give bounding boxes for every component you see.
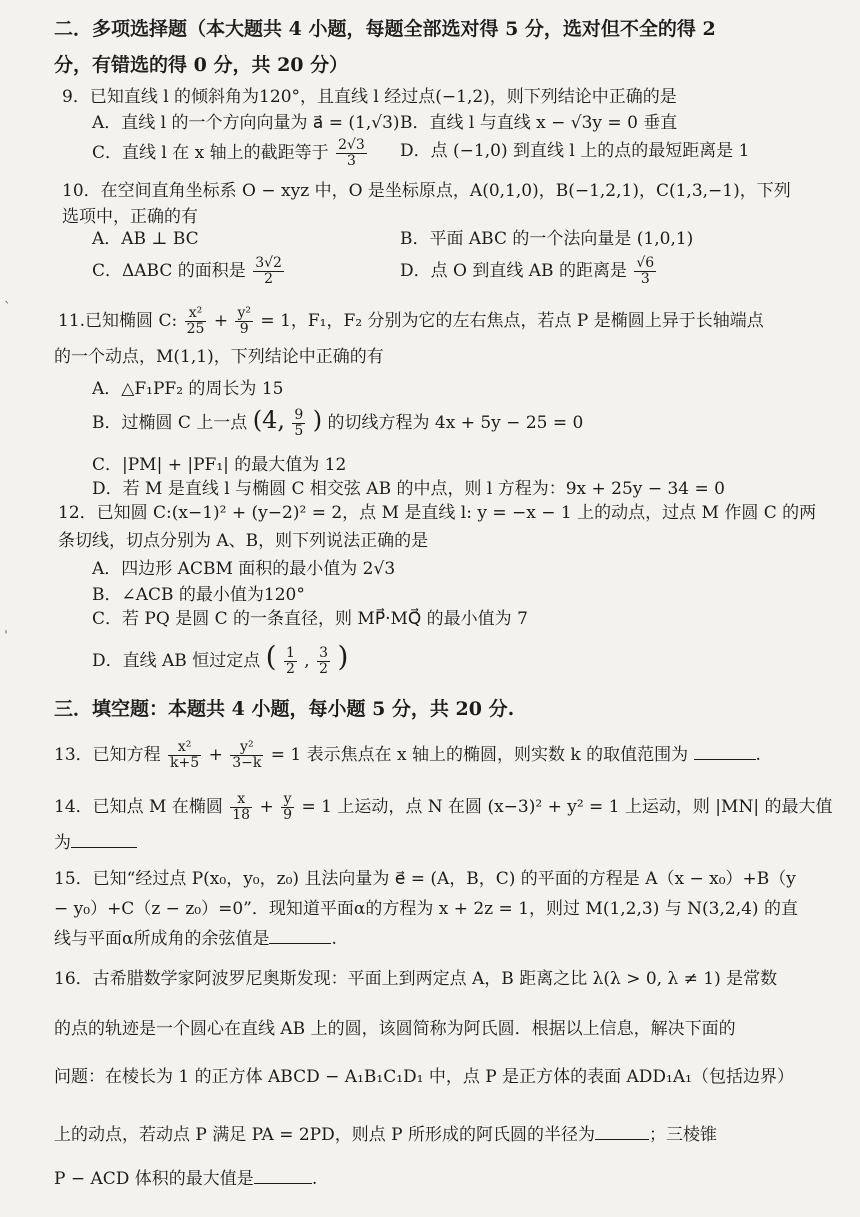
q12-option-d-fraction2 — [317, 646, 330, 677]
numerator: 1 — [285, 645, 295, 661]
denominator: 2 — [264, 271, 274, 287]
q9-option-c-text: C．直线 l 在 x 轴上的截距等于 — [92, 143, 329, 163]
q13-answer-blank[interactable] — [694, 745, 756, 760]
q10-option-d-text: D．点 O 到直线 AB 的距离是 — [400, 261, 627, 281]
q12-option-a: A．四边形 ACBM 面积的最小值为 2√3 — [92, 559, 396, 579]
q13-x-fraction — [168, 740, 201, 771]
plus-sign: + — [259, 797, 274, 817]
q10-option-c-text: C．ΔABC 的面积是 — [92, 261, 246, 281]
paren-open: (4, — [252, 406, 285, 434]
q10-option-d-fraction — [634, 256, 656, 287]
q10-option-c — [92, 256, 286, 287]
q16-line5-text: P − ACD 体积的最大值是 — [54, 1169, 254, 1189]
q15-line3-text: 线与平面α所成角的余弦值是 — [54, 929, 270, 949]
margin-mark: ˋ — [4, 300, 11, 316]
denominator: k+5 — [170, 755, 200, 771]
q16-line4 — [54, 1124, 717, 1146]
q11-stem-rest: = 1，F₁，F₂ 分别为它的左右焦点，若点 P 是椭圆上异于长轴端点 — [260, 311, 764, 331]
margin-mark: ˌ — [4, 620, 8, 636]
denominator: 9 — [283, 807, 293, 823]
q9-option-b: B．直线 l 与直线 x − √3y = 0 垂直 — [400, 113, 678, 133]
section3-heading: 三．填空题：本题共 4 小题，每小题 5 分，共 20 分. — [54, 698, 515, 720]
q16-line5 — [54, 1168, 317, 1190]
q16-line3: 问题：在棱长为 1 的正方体 ABCD − A₁B₁C₁D₁ 中，点 P 是正方体的表面 ADD₁A₁（包括边界） — [54, 1067, 794, 1087]
numerator: x — [230, 792, 252, 808]
q11-option-b-rest: 的切线方程为 4x + 5y − 25 = 0 — [327, 413, 584, 433]
section2-heading-line2: 分，有错选的得 0 分，共 20 分） — [54, 54, 349, 76]
q11-option-a: A．△F₁PF₂ 的周长为 15 — [92, 379, 284, 399]
numerator: 3√2 — [255, 255, 282, 271]
q11-stem-line1 — [58, 306, 764, 337]
q9-option-d: D．点 (−1,0) 到直线 l 上的点的最短距离是 1 — [400, 141, 750, 161]
q14-line2 — [54, 832, 137, 854]
q14-rest: = 1 上运动，点 N 在圆 (x−3)² + y² = 1 上运动，则 |MN| 的最大值 — [301, 797, 833, 817]
paren-close: ) — [337, 640, 349, 673]
q10-stem-line2: 选项中，正确的有 — [62, 207, 198, 227]
q9-option-c-fraction — [336, 138, 367, 169]
q14-answer-blank[interactable] — [71, 833, 137, 848]
denominator: 3−k — [232, 755, 262, 771]
denominator: 3 — [346, 153, 356, 169]
q9-stem: 9．已知直线 l 的倾斜角为120°，且直线 l 经过点(−1,2)，则下列结论中正确的是 — [62, 87, 677, 107]
numerator: 9 — [294, 407, 304, 423]
denominator: 3 — [640, 271, 650, 287]
paren-open: ( — [265, 640, 277, 673]
q11-stem-line2: 的一个动点，M(1,1)，下列结论中正确的有 — [54, 347, 384, 367]
q13-rest: = 1 表示焦点在 x 轴上的椭圆，则实数 k 的取值范围为 — [270, 745, 689, 765]
q15-line2: − y₀）+C（z − z₀）=0”．现知道平面α的方程为 x + 2z = 1，则过 M(1,2,3) 与 N(3,2,4) 的直 — [54, 899, 798, 919]
numerator: x² — [185, 306, 207, 322]
q12-option-d-fraction1 — [284, 646, 297, 677]
q14-text: 14．已知点 M 在椭圆 — [54, 797, 223, 817]
q10-option-b: B．平面 ABC 的一个法向量是 (1,0,1) — [400, 229, 694, 249]
period: . — [331, 929, 337, 949]
numerator: y² — [237, 305, 252, 321]
q11-stem-text: 11.已知椭圆 C: — [58, 311, 178, 331]
q13-line — [54, 740, 761, 771]
period: . — [311, 1169, 318, 1189]
numerator: 2√3 — [338, 137, 365, 153]
q16-line4-mid: ；三棱锥 — [649, 1125, 717, 1145]
comma: , — [304, 651, 310, 671]
q10-option-d — [400, 256, 658, 287]
q14-line2-text: 为 — [54, 833, 71, 853]
q10-option-a: A．AB ⊥ BC — [92, 229, 199, 249]
q14-line1 — [54, 792, 832, 823]
denominator: 2 — [285, 661, 295, 677]
q15-line1: 15．已知“经过点 P(x₀，y₀，z₀) 且法向量为 e⃗ = (A，B，C) 的平面的方程是 A（x − x₀）+B（y — [54, 869, 796, 889]
denominator: 9 — [239, 321, 249, 337]
numerator: 3 — [319, 645, 329, 661]
q10-option-c-fraction — [253, 256, 284, 287]
q12-option-b: B．∠ACB 的最小值为120° — [92, 585, 305, 605]
q12-option-d — [92, 640, 349, 677]
q11-option-b-text: B．过椭圆 C 上一点 — [92, 413, 248, 433]
q11-option-b — [92, 408, 583, 439]
plus-sign: + — [213, 311, 229, 331]
q14-x-fraction — [230, 792, 252, 823]
q13-text: 13．已知方程 — [54, 745, 161, 765]
period: . — [755, 745, 761, 765]
q15-line3 — [54, 928, 337, 950]
numerator: y — [281, 792, 294, 808]
numerator: √6 — [636, 255, 655, 271]
denominator: 18 — [232, 807, 251, 823]
q12-stem-line2: 条切线，切点分别为 A、B，则下列说法正确的是 — [58, 531, 429, 551]
q12-option-d-text: D．直线 AB 恒过定点 — [92, 651, 261, 671]
q12-option-c: C．若 PQ 是圆 C 的一条直径，则 MP⃗·MQ⃗ 的最小值为 7 — [92, 609, 528, 629]
paren-close: ) — [312, 406, 323, 434]
q11-x-fraction — [185, 306, 207, 337]
q9-option-c — [92, 138, 369, 169]
numerator: y² — [230, 740, 263, 756]
q12-stem-line1: 12．已知圆 C:(x−1)² + (y−2)² = 2，点 M 是直线 l: y = −x − 1 上的动点，过点 M 作圆 C 的两 — [58, 503, 817, 523]
q10-stem-line1: 10．在空间直角坐标系 O − xyz 中，O 是坐标原点，A(0,1,0)，B(−1,2,1)，C(1,3,−1)，下列 — [62, 181, 791, 201]
q11-option-c: C．|PM| + |PF₁| 的最大值为 12 — [92, 455, 347, 475]
q16-line4-text: 上的动点，若动点 P 满足 PA = 2PD，则点 P 所形成的阿氏圆的半径为 — [54, 1125, 595, 1145]
q11-option-d: D．若 M 是直线 l 与椭圆 C 相交弦 AB 的中点，则 l 方程为：9x + 25y − 34 = 0 — [92, 479, 725, 499]
q11-option-b-fraction — [292, 408, 305, 439]
section2-heading-line1: 二．多项选择题（本大题共 4 小题，每题全部选对得 5 分，选对但不全的得 2 — [54, 18, 716, 40]
numerator: x² — [168, 740, 201, 756]
q16-line1: 16．古希腊数学家阿波罗尼奥斯发现：平面上到两定点 A，B 距离之比 λ(λ > 0, λ ≠ 1) 是常数 — [54, 969, 778, 989]
denominator: 5 — [294, 423, 304, 439]
q16-answer-blank-2[interactable] — [254, 1169, 312, 1184]
q15-answer-blank[interactable] — [269, 929, 331, 944]
q13-y-fraction — [230, 740, 263, 771]
q9-option-a: A．直线 l 的一个方向向量为 a⃗ = (1,√3) — [92, 113, 400, 133]
q14-y-fraction — [281, 792, 294, 823]
denominator: 25 — [186, 321, 205, 337]
plus-sign: + — [208, 745, 223, 765]
q16-line2: 的点的轨迹是一个圆心在直线 AB 上的圆，该圆简称为阿氏圆．根据以上信息，解决下面的 — [54, 1019, 736, 1039]
denominator: 2 — [319, 661, 329, 677]
q11-y-fraction — [235, 306, 253, 337]
q16-answer-blank-1[interactable] — [595, 1125, 649, 1140]
